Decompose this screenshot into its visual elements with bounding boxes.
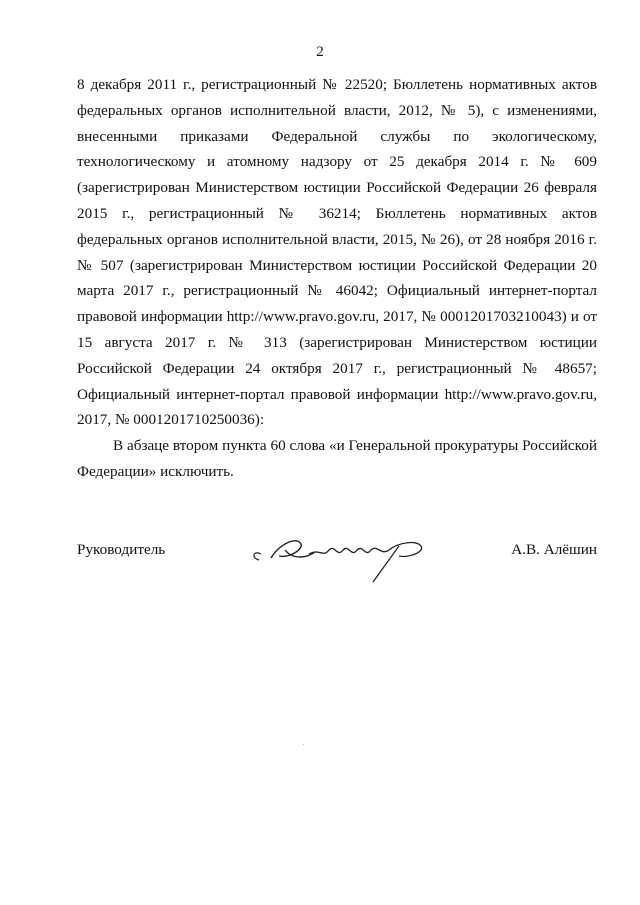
signatory-title: Руководитель — [77, 541, 166, 558]
signature-flourish — [309, 543, 422, 557]
scan-speck — [303, 744, 304, 745]
signature-loop — [254, 553, 261, 560]
document-body — [77, 72, 597, 485]
handwritten-signature — [249, 530, 449, 586]
page-number: 2 — [316, 44, 324, 60]
paragraph-continuation: 8 декабря 2011 г., регистрационный № 22520; Бюллетень нормативных актов федеральных органов исполнительной власти, 2012, № 5), с изменениями, внесенными приказами Федеральной службы по экологическому, технологическому и атомному надзору от 25 декабря 2014 г. № 609 (зарегистрирован Министерством юстиции Российской Федерации 26 февраля 2015 г., регистрационный № 36214; Бюллетень нормативных актов федеральных органов исполнительной власти, 2015, № 26), от 28 ноября 2016 г. № 507 (зарегистрирован Министерством юстиции Российской Федерации 20 марта 2017 г., регистрационный № 46042; Официальный интернет-портал правовой информации http://www.pravo.gov.ru, 2017, № 0001201703210043) и от 15 августа 2017 г. № 313 (зарегистрирован Министерством юстиции Российской Федерации 24 октября 2017 г., регистрационный № 48657; Официальный интернет-портал правовой информации http://www.pravo.gov.ru, 2017, № 0001201710250036): — [77, 76, 597, 429]
signature-block — [77, 530, 597, 590]
signature-initial — [271, 541, 315, 558]
signatory-name: А.В. Алёшин — [511, 541, 597, 558]
paragraph-amendment: В абзаце втором пункта 60 слова «и Генеральной прокуратуры Российской Федерации» исключить. — [77, 437, 597, 480]
